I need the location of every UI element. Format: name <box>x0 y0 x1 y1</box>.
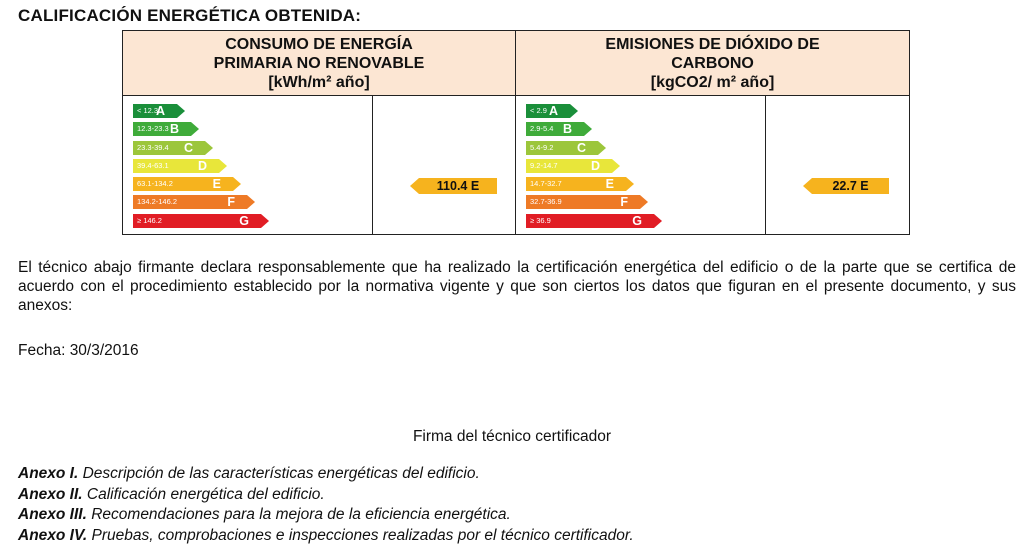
rating-letter: A <box>548 104 559 118</box>
rating-range-label: < 12.3 <box>137 106 159 115</box>
rating-letter: E <box>212 177 221 192</box>
energy-result-value: 110.4 E <box>436 179 480 193</box>
signature-caption: Firma del técnico certificador <box>412 428 612 445</box>
result-arrow-tip <box>410 178 419 194</box>
declaration-text: El técnico abajo firmante declara responsablemente que ha realizado la certificación energética del edificio o de la parte que se certifica de acuerdo con el procedimiento establecido por la normativa vigente y que son ciertos los datos que figuran en el presente documento, y sus anexos: <box>18 259 1016 314</box>
annex-text: Descripción de las características energéticas del edificio. <box>82 465 480 482</box>
annex-item <box>18 464 634 485</box>
rating-bar-c <box>133 141 205 155</box>
rating-letter: F <box>227 195 235 210</box>
co2-rating-scale <box>526 104 654 232</box>
rating-letter: G <box>632 213 643 228</box>
annex-item <box>18 485 634 506</box>
rating-bar-arrow-tip <box>219 159 227 173</box>
annex-label: Anexo II. <box>18 485 83 503</box>
rating-bar-d <box>526 159 612 173</box>
rating-bar-e <box>526 177 626 191</box>
header-line: CONSUMO DE ENERGÍA <box>225 35 413 53</box>
rating-bar-arrow-tip <box>247 195 255 209</box>
rating-bar-a <box>526 104 570 118</box>
rating-bar-f <box>526 195 640 209</box>
annex-list <box>18 464 634 546</box>
rating-range-label: 9.2-14.7 <box>530 160 558 170</box>
rating-range-label: ≥ 36.9 <box>530 215 551 225</box>
co2-result-value: 22.7 E <box>832 179 869 193</box>
rating-bar-arrow-tip <box>626 177 634 191</box>
rating-range-label: 134.2-146.2 <box>137 197 178 207</box>
rating-range-label: < 2.9 <box>530 106 547 115</box>
header-unit: [kgCO2/ m² año] <box>650 73 775 91</box>
annex-text: Calificación energética del edificio. <box>86 485 325 503</box>
energy-scale-cell <box>123 96 373 235</box>
rating-letter: A <box>155 104 165 118</box>
rating-bar-arrow-tip <box>584 122 592 136</box>
rating-bar-arrow-tip <box>233 177 241 191</box>
rating-range-label: 63.1-134.2 <box>137 179 173 189</box>
rating-letter: D <box>590 158 601 173</box>
annex-text: Pruebas, comprobaciones e inspecciones realizadas por el técnico certificador. <box>91 526 634 544</box>
rating-letter: B <box>562 122 573 137</box>
annex-item <box>18 526 634 547</box>
rating-range-label: 32.7-36.9 <box>530 197 562 207</box>
rating-letter: C <box>576 140 587 155</box>
header-line: PRIMARIA NO RENOVABLE <box>213 54 425 72</box>
rating-range-label: ≥ 146.2 <box>137 215 162 225</box>
co2-result-badge <box>812 178 889 194</box>
rating-letter: D <box>197 158 207 173</box>
rating-range-label: 14.7-32.7 <box>530 179 562 189</box>
energy-consumption-header <box>123 31 516 96</box>
rating-letter: B <box>169 122 179 137</box>
rating-bar-g <box>526 214 654 228</box>
rating-range-label: 12.3-23.3 <box>137 124 169 134</box>
rating-bar-arrow-tip <box>654 214 662 228</box>
rating-bar-arrow-tip <box>205 141 213 155</box>
rating-letter: E <box>605 177 615 192</box>
rating-bar-arrow-tip <box>612 159 620 173</box>
energy-result-badge <box>419 178 497 194</box>
rating-letter: G <box>239 213 249 228</box>
annex-text: Recomendaciones para la mejora de la eficiencia energética. <box>91 506 511 523</box>
header-line: CARBONO <box>671 54 754 72</box>
rating-range-label: 2.9-5.4 <box>530 124 554 134</box>
rating-bar-arrow-tip <box>261 214 269 228</box>
rating-letter: C <box>183 140 193 155</box>
annex-label: Anexo IV. <box>18 526 88 544</box>
header-unit: [kWh/m² año] <box>268 73 370 91</box>
rating-bar-b <box>133 122 191 136</box>
rating-bar-a <box>133 104 177 118</box>
co2-emissions-header <box>516 31 910 96</box>
section-title: CALIFICACIÓN ENERGÉTICA OBTENIDA: <box>18 6 362 25</box>
rating-letter: F <box>620 195 629 210</box>
annex-item <box>18 505 634 526</box>
energy-rating-scale <box>133 104 261 232</box>
annex-label: Anexo I. <box>18 465 79 482</box>
rating-bar-arrow-tip <box>570 104 578 118</box>
rating-bar-arrow-tip <box>177 104 185 118</box>
rating-range-label: 23.3-39.4 <box>137 142 169 152</box>
annex-label: Anexo III. <box>18 506 87 523</box>
rating-bar-arrow-tip <box>598 141 606 155</box>
rating-range-label: 39.4-63.1 <box>137 160 169 170</box>
result-arrow-tip <box>803 178 812 194</box>
co2-result-cell <box>766 96 910 235</box>
rating-bar-g <box>133 214 261 228</box>
rating-bar-c <box>526 141 598 155</box>
rating-range-label: 5.4-9.2 <box>530 142 554 152</box>
rating-bar-d <box>133 159 219 173</box>
rating-bar-arrow-tip <box>640 195 648 209</box>
co2-scale-cell <box>516 96 766 235</box>
rating-bar-b <box>526 122 584 136</box>
header-line: EMISIONES DE DIÓXIDO DE <box>605 35 820 53</box>
energy-result-cell <box>373 96 516 235</box>
date-line: Fecha: 30/3/2016 <box>18 342 139 359</box>
rating-table <box>122 30 910 235</box>
rating-bar-e <box>133 177 233 191</box>
rating-bar-arrow-tip <box>191 122 199 136</box>
rating-bar-f <box>133 195 247 209</box>
